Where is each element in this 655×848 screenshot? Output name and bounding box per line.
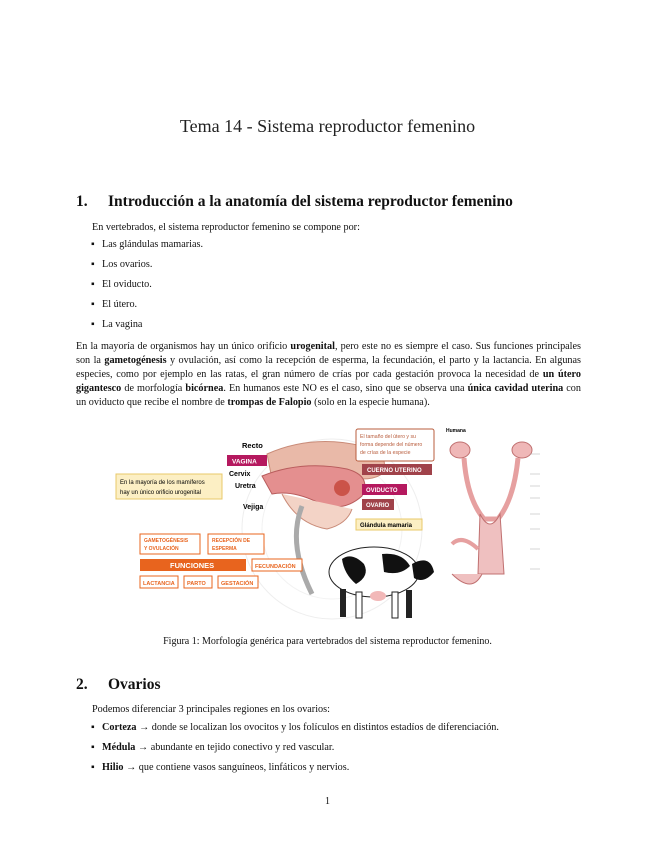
label-vagina: VAGINA xyxy=(232,458,257,466)
label-lactancia: LACTANCIA xyxy=(143,581,175,587)
label-funciones: FUNCIONES xyxy=(170,561,215,570)
reproductive-system-figure xyxy=(112,424,544,626)
embryo-icon xyxy=(334,480,350,496)
label-recto: Recto xyxy=(242,441,263,450)
document-title: Tema 14 - Sistema reproductor femenino xyxy=(179,116,476,136)
section-number: 2. xyxy=(76,676,88,693)
label-gametogenesis-line2: Y OVULACIÓN xyxy=(144,546,179,552)
list-item: ▪ Las glándulas mamarias. xyxy=(91,239,203,250)
section-1-heading xyxy=(76,193,513,211)
note-uterus-line2: forma depende del número xyxy=(360,442,423,448)
label-cervix: Cervix xyxy=(229,471,251,478)
label-recepcion-line2: ESPERMA xyxy=(212,546,237,552)
section-number: 1. xyxy=(76,193,88,210)
list-item: ▪ Los ovarios. xyxy=(91,259,153,270)
list-item: ▪ La vagina xyxy=(91,319,143,330)
label-gametogenesis-line1: GAMETOGÉNESIS xyxy=(144,538,189,544)
section-1-paragraph: En la mayoría de organismos hay un único orificio urogenital, pero este no es siempre el caso. Sus funciones principales son la gametogénesis y ovulación, así como la recepción de esperma, la fecundación, el parto y la lactancia. En algunas especies, como por ejemplo en las ratas, el gran número de crías por cada gestación provoca la necesidad de un útero gigantesco de morfología bicórnea. En humanos este NO es el caso, sino que se observa una única cavidad uterina con un oviducto que recibe el nombre de trompas de Falopio (solo en la especie humana). xyxy=(76,341,581,408)
list-item: ▪ El útero. xyxy=(91,299,138,310)
list-item: ▪ Corteza → donde se localizan los ovocitos y los folículos en distintos estadíos de diferenciación. xyxy=(91,722,499,733)
label-gestacion: GESTACIÓN xyxy=(221,581,254,587)
label-oviducto: OVIDUCTO xyxy=(366,488,398,494)
label-glandula-mamaria: Glándula mamaria xyxy=(360,523,413,529)
figure-caption: Figura 1: Morfología genérica para vertebrados del sistema reproductor femenino. xyxy=(163,636,492,647)
label-uretra: Uretra xyxy=(235,483,256,490)
section-title: Ovarios xyxy=(108,676,161,693)
cow-icon xyxy=(329,547,434,618)
list-item: ▪ Médula → abundante en tejido conectivo y red vascular. xyxy=(91,742,335,753)
label-cuerno-uterino: CUERNO UTERINO xyxy=(367,468,422,474)
note-urogenital-line2: hay un único orificio urogenital xyxy=(120,490,202,496)
label-vejiga: Vejiga xyxy=(243,504,264,511)
note-uterus-line1: El tamaño del útero y su xyxy=(360,434,416,440)
human-uterus-diagram xyxy=(450,442,540,584)
section-2-intro: Podemos diferenciar 3 principales regiones en los ovarios: xyxy=(92,704,330,715)
note-uterus-line3: de crías de la especie xyxy=(360,450,411,456)
list-item: ▪ El oviducto. xyxy=(91,279,152,290)
note-urogenital-line1: En la mayoría de los mamíferos xyxy=(120,480,205,486)
label-recepcion-line1: RECEPCIÓN DE xyxy=(212,538,251,544)
label-humana: Humana xyxy=(446,428,466,434)
label-parto: PARTO xyxy=(187,581,206,587)
section-1-intro: En vertebrados, el sistema reproductor femenino se compone por: xyxy=(92,222,360,233)
list-item: ▪ Hilio → que contiene vasos sanguíneos, linfáticos y nervios. xyxy=(91,762,350,773)
section-2-heading xyxy=(76,676,161,694)
label-ovario: OVARIO xyxy=(366,503,390,509)
page-number: 1 xyxy=(325,796,330,807)
section-title: Introducción a la anatomía del sistema reproductor femenino xyxy=(108,193,513,210)
label-fecundacion: FECUNDACIÓN xyxy=(255,564,296,570)
